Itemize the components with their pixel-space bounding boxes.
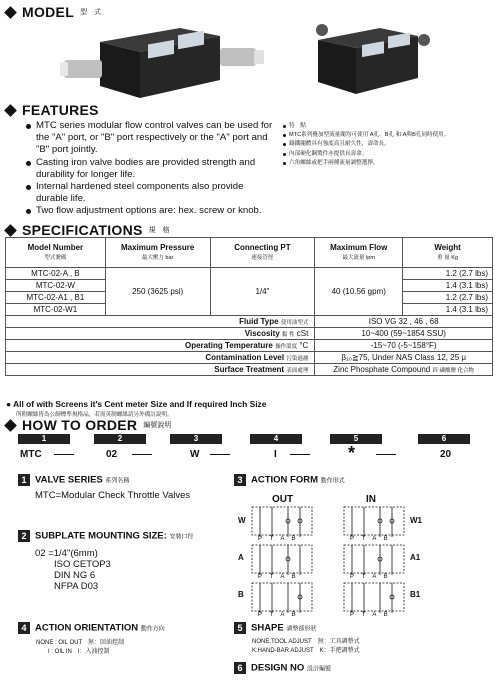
how-to-order-heading (6, 417, 171, 433)
order-code-4: I (274, 449, 277, 460)
cell-model: MTC-02-W1 (6, 304, 106, 316)
header-connecting-pt: Connecting PT 連接管徑 (210, 238, 315, 268)
header-weight: Weight 重 量 Kg (403, 238, 493, 268)
cell-model: MTC-02-A , B (6, 268, 106, 280)
model-title-zh: 型 式 (80, 9, 102, 16)
property-row-fluid: Fluid Type 使用油型式 ISO VG 32 , 46 , 68 (6, 316, 493, 328)
how-to-order-title: HOW TO ORDER (22, 417, 138, 433)
subplate-section: 2 SUBPLATE MOUNTING SIZE: 安裝口徑 02 =1/4"(6mm) ISO CETOP3 DIN NG 6 NFPA D03 (18, 530, 228, 592)
cell-weight: 1.2 (2.7 lbs) (403, 268, 493, 280)
ports-label: P T A B (258, 612, 299, 618)
header-model: Model Number 型式號碼 (6, 238, 106, 268)
design-no-section: 6 DESIGN NO 設計編號 (234, 662, 474, 674)
order-code-row (18, 434, 490, 464)
specifications-title: SPECIFICATIONS (22, 222, 143, 238)
order-position-3: 3 (170, 434, 222, 444)
ports-label: P T A B (258, 574, 299, 580)
header-flow: Maximum Flow 最大流量 lpm (315, 238, 403, 268)
cell-weight: 1.2 (2.7 lbs) (403, 292, 493, 304)
order-position-1: 1 (18, 434, 70, 444)
shape-section: 5 SHAPE 調整部形狀 NONE:TOOL ADJUST 無：工具調整式 K:HAND-BAR ADJUST K：手把調整式 (234, 622, 474, 654)
features-title: FEATURES (22, 102, 99, 118)
cell-weight: 1.4 (3.1 lbs) (403, 280, 493, 292)
specifications-table (5, 237, 493, 376)
cell-model: MTC-02-W (6, 280, 106, 292)
action-form-section: 3 ACTION FORM 動作形式 (234, 474, 345, 486)
feature-zh-item: MTC系列疊加型流量閥均可使用 A孔．B孔 和 A與B孔同時使用。 (283, 131, 493, 140)
order-code-5: * (348, 443, 356, 463)
ports-label: P T A B (350, 612, 391, 618)
header-pressure: Maximum Pressure 最大壓力 bar (105, 238, 210, 268)
property-row-viscosity: Viscosity 黏 性 cSt 10~400 (59~1854 SSU) (6, 328, 493, 340)
model-heading (6, 4, 101, 20)
property-row-temperature: Operating Temperature 操作溫度 °C -15~70 (-5~158°F) (6, 340, 493, 352)
cell-pressure: 250 (3625 psi) (105, 268, 210, 316)
features-heading (6, 102, 99, 118)
specifications-heading (6, 222, 170, 238)
feature-zh-item: 鑄鐵閥體具有強度高且耐久性，壽命長。 (283, 140, 493, 149)
order-position-5: 5 (330, 434, 382, 444)
cell-model: MTC-02-A1 , B1 (6, 292, 106, 304)
feature-zh-item: 內部硬化鋼製件亦提供長壽命。 (283, 150, 493, 159)
diamond-bullet-icon (4, 224, 17, 237)
order-code-6: 20 (440, 449, 452, 460)
valve-photo-knob-adjust (300, 22, 450, 98)
table-header-row (6, 238, 493, 268)
valve-series-section: 1 VALVE SERIES 系列名稱 MTC=Modular Check Throttle Valves (18, 474, 228, 501)
order-code-2: 02 (106, 449, 118, 460)
diamond-bullet-icon (4, 6, 17, 19)
diamond-bullet-icon (4, 419, 17, 432)
property-row-surface: Surface Treatment 表面處理 Zinc Phosphate Compound 鋅 磷酸鹽 化合物 (6, 364, 493, 376)
screw-size-note-zh: 所附螺絲皆為公制標準規格品，若需英制螺絲請另外備註說明。 (16, 412, 173, 418)
action-form-in-label: IN (366, 494, 376, 505)
model-title: MODEL (22, 4, 75, 20)
order-position-2: 2 (94, 434, 146, 444)
feature-item: MTC series modular flow control valves can be used for the "A" port, or "B" port respectively or the "A" port and "B" port jointly. (26, 120, 276, 157)
action-form-symbols (248, 505, 412, 617)
valve-series-body: MTC=Modular Check Throttle Valves (35, 490, 191, 501)
cell-connecting-pt: 1/4" (210, 268, 315, 316)
diamond-bullet-icon (4, 104, 17, 117)
action-form-out-label: OUT (272, 494, 294, 505)
property-row-contamination: Contamination Level 污染過濾 β₁₀≧75, Under NAS Class 12, 25 μ (6, 352, 493, 364)
feature-item: Internal hardened steel components also provide durable life. (26, 181, 276, 205)
feature-item: Casting iron valve bodies are provided strength and durability for longer life. (26, 157, 276, 181)
specifications-title-zh: 規 格 (148, 227, 170, 234)
feature-zh-item: 六角螺絲或把手兩種流量調整選擇。 (283, 159, 493, 168)
how-to-order-title-zh: 編號說明 (143, 422, 172, 429)
screw-size-note: ● All of with Screens it's Cent meter Size and If required Inch Size (6, 399, 267, 409)
ports-label: P T A B (258, 536, 299, 542)
features-list-zh (283, 122, 493, 168)
order-position-6: 6 (418, 434, 470, 444)
action-orientation-section: 4 ACTION ORIENTATION 動作方向 NONE : OIL OUT 無：回油控制 I : OIL IN I：入油控制 (18, 622, 238, 655)
cell-flow: 40 (10.56 gpm) (315, 268, 403, 316)
ports-label: P T A B (350, 574, 391, 580)
ports-label: P T A B (350, 536, 391, 542)
feature-zh-head: 特 點 (283, 122, 493, 131)
order-code-3: W (190, 449, 200, 460)
valve-photo-tool-adjust (60, 22, 270, 100)
order-position-4: 4 (250, 434, 302, 444)
order-code-1: MTC (20, 449, 42, 460)
table-row (6, 268, 493, 280)
cell-weight: 1.4 (3.1 lbs) (403, 304, 493, 316)
feature-item: Two flow adjustment options are: hex. screw or knob. (26, 205, 276, 217)
features-list (26, 120, 276, 218)
